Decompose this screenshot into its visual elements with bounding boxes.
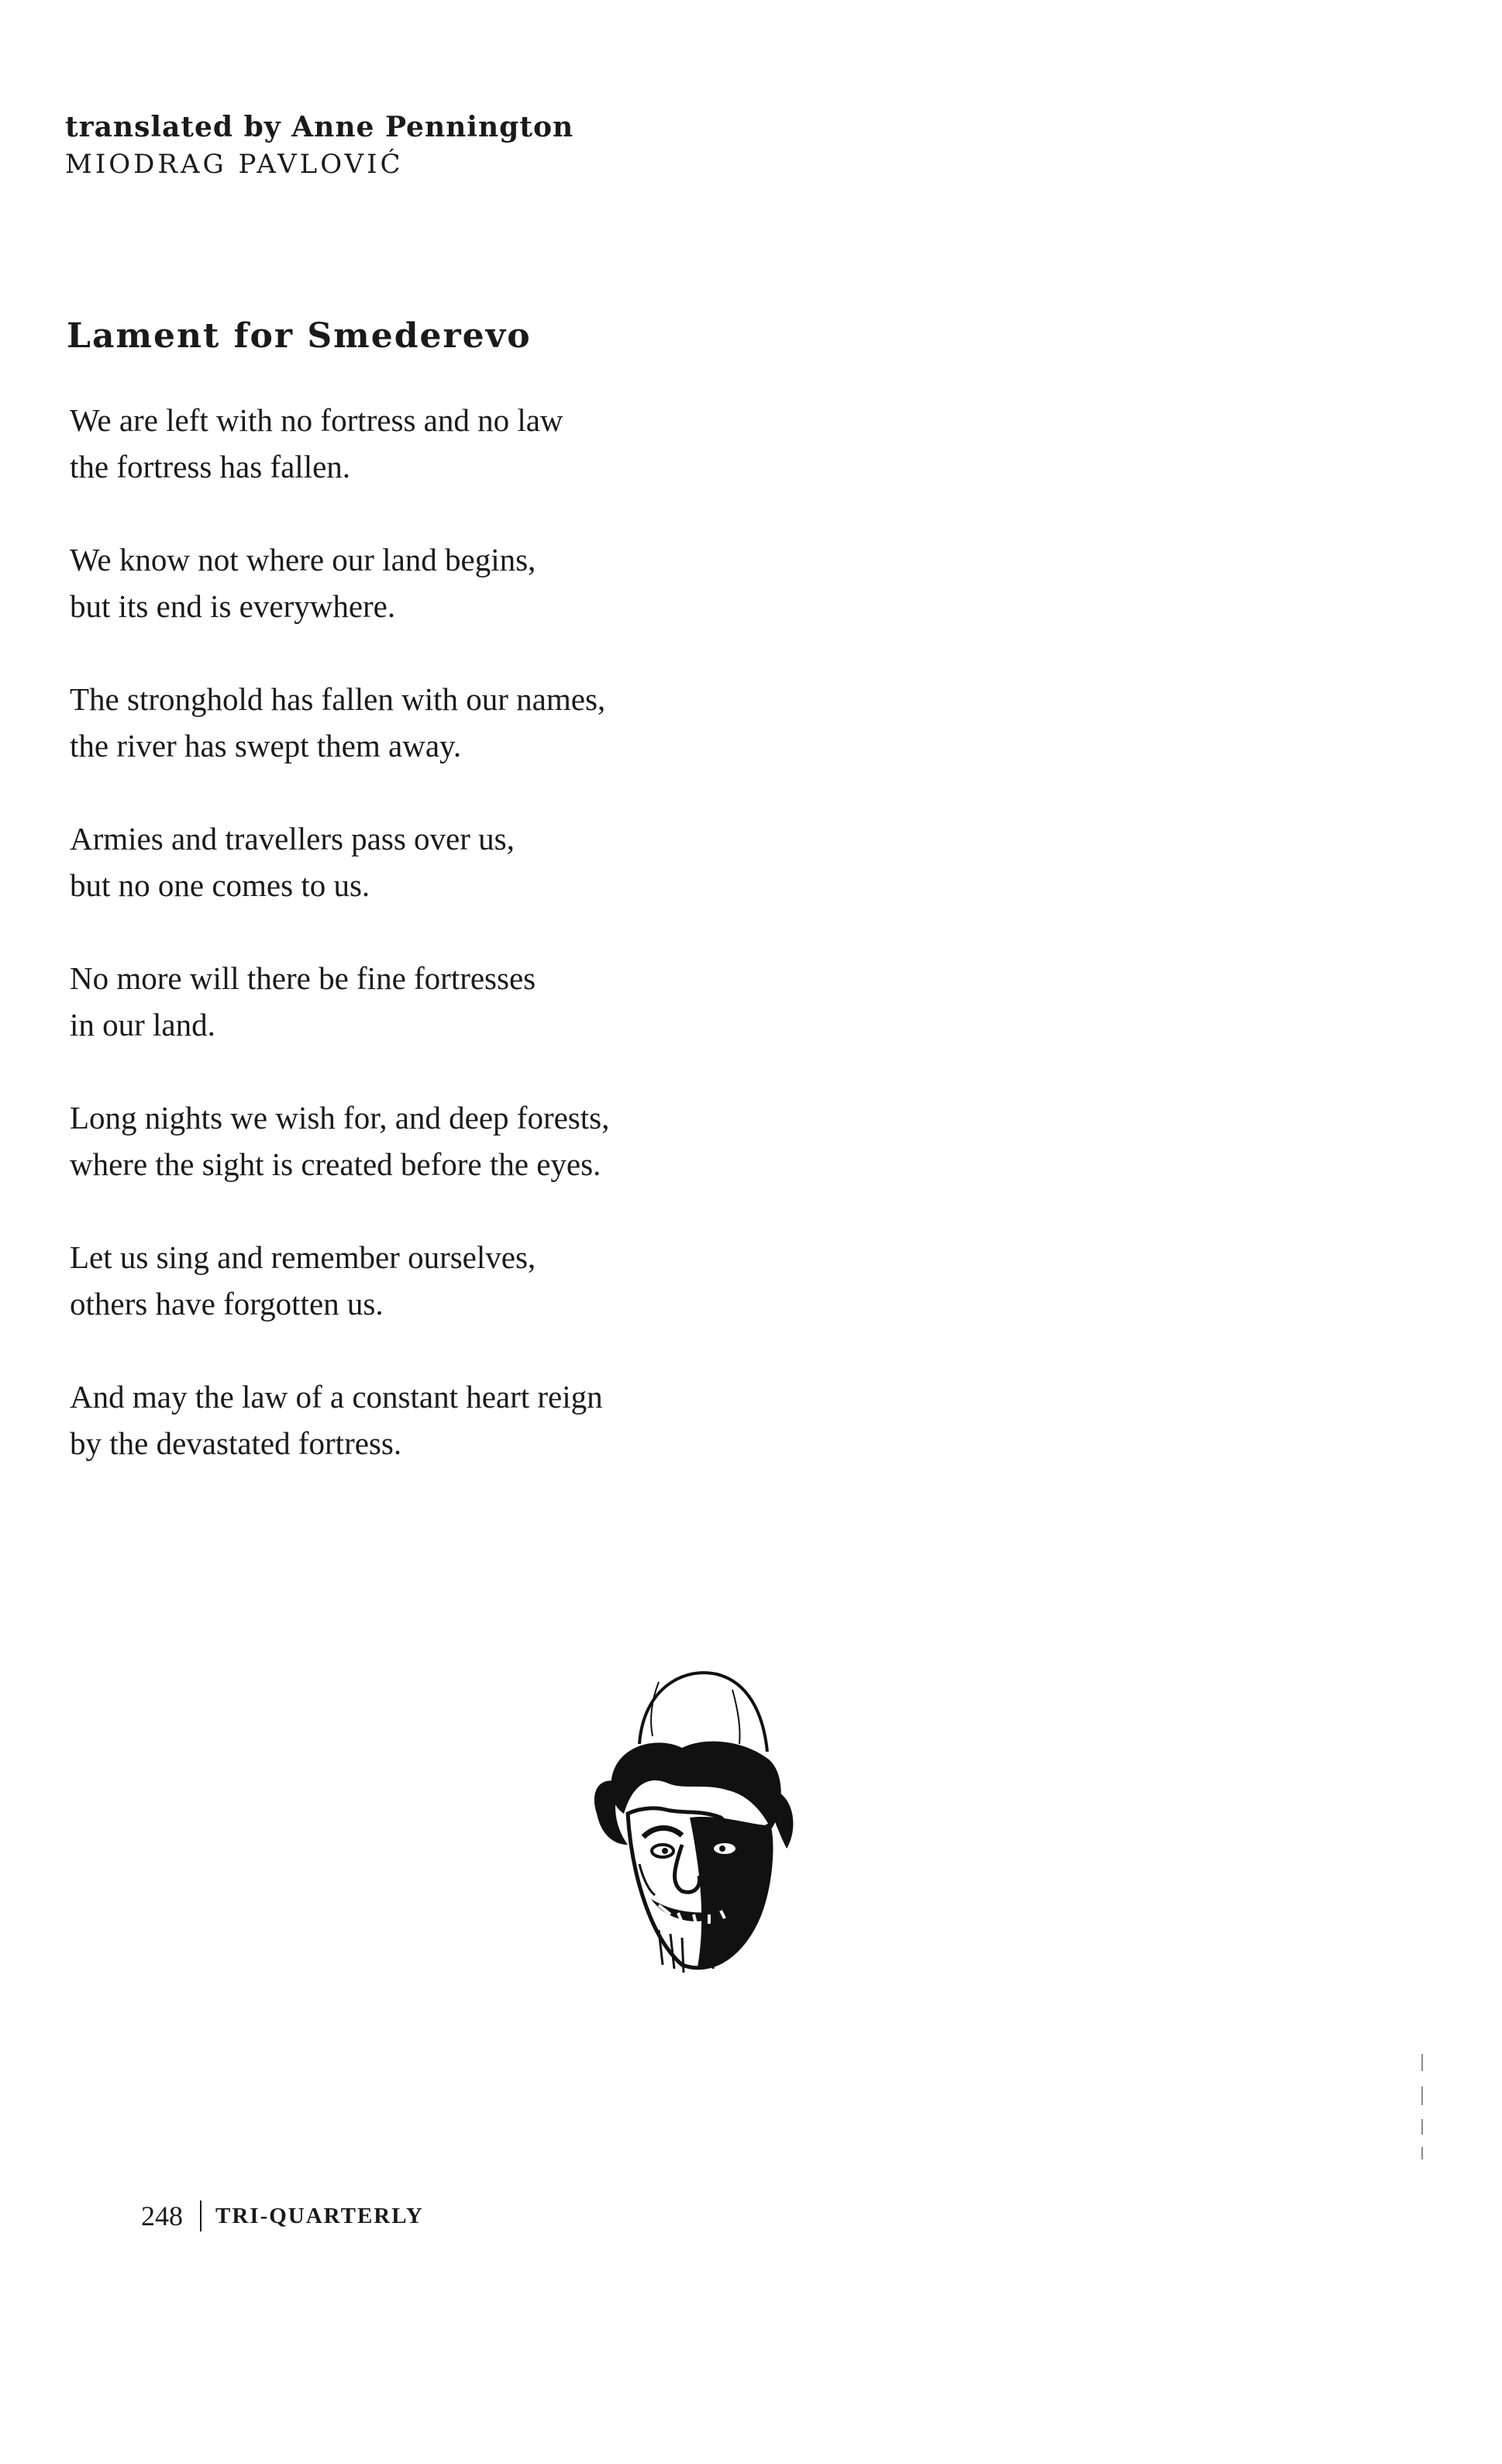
poem-line: Long nights we wish for, and deep forests, — [70, 1100, 610, 1136]
poem-line: where the sight is created before the eyes. — [70, 1146, 601, 1182]
byline — [65, 109, 574, 183]
translator-credit: translated by Anne Pennington — [65, 111, 574, 143]
poem-line: others have forgotten us. — [70, 1286, 384, 1322]
grotesque-mask-icon — [566, 1659, 798, 1992]
poem-line: And may the law of a constant heart reign — [70, 1379, 603, 1415]
poem-line: but no one comes to us. — [70, 867, 370, 903]
poem-line: Armies and travellers pass over us, — [70, 821, 515, 856]
margin-tick-marks — [1420, 2054, 1424, 2162]
journal-name: TRI-QUARTERLY — [215, 2203, 424, 2228]
poem-line: No more will there be fine fortresses — [70, 960, 536, 996]
poem-line: by the devastated fortress. — [70, 1425, 402, 1461]
stanza — [70, 955, 767, 1048]
poem-line: the fortress has fallen. — [70, 449, 351, 484]
poem-line: We know not where our land begins, — [70, 542, 536, 577]
poem-line: the river has swept them away. — [70, 728, 462, 763]
poem-line: We are left with no fortress and no law — [70, 402, 563, 438]
poem-line: The stronghold has fallen with our names, — [70, 681, 606, 717]
author-name: MIODRAG PAVLOVIĆ — [65, 149, 404, 180]
page-number: 248 — [141, 2200, 183, 2231]
stanza — [70, 1094, 767, 1187]
poem-line: in our land. — [70, 1007, 215, 1042]
poem-line: Let us sing and remember ourselves, — [70, 1239, 536, 1275]
stanza — [70, 1234, 767, 1327]
stanza — [70, 1373, 767, 1466]
stanza — [70, 815, 767, 908]
stanza — [70, 536, 767, 629]
footer-divider — [200, 2200, 202, 2231]
poem-body — [70, 397, 767, 1513]
poem-title: Lament for Smederevo — [67, 316, 532, 356]
page-footer — [141, 2200, 424, 2232]
stanza — [70, 397, 767, 490]
poem-line: but its end is everywhere. — [70, 588, 396, 624]
stanza — [70, 676, 767, 769]
